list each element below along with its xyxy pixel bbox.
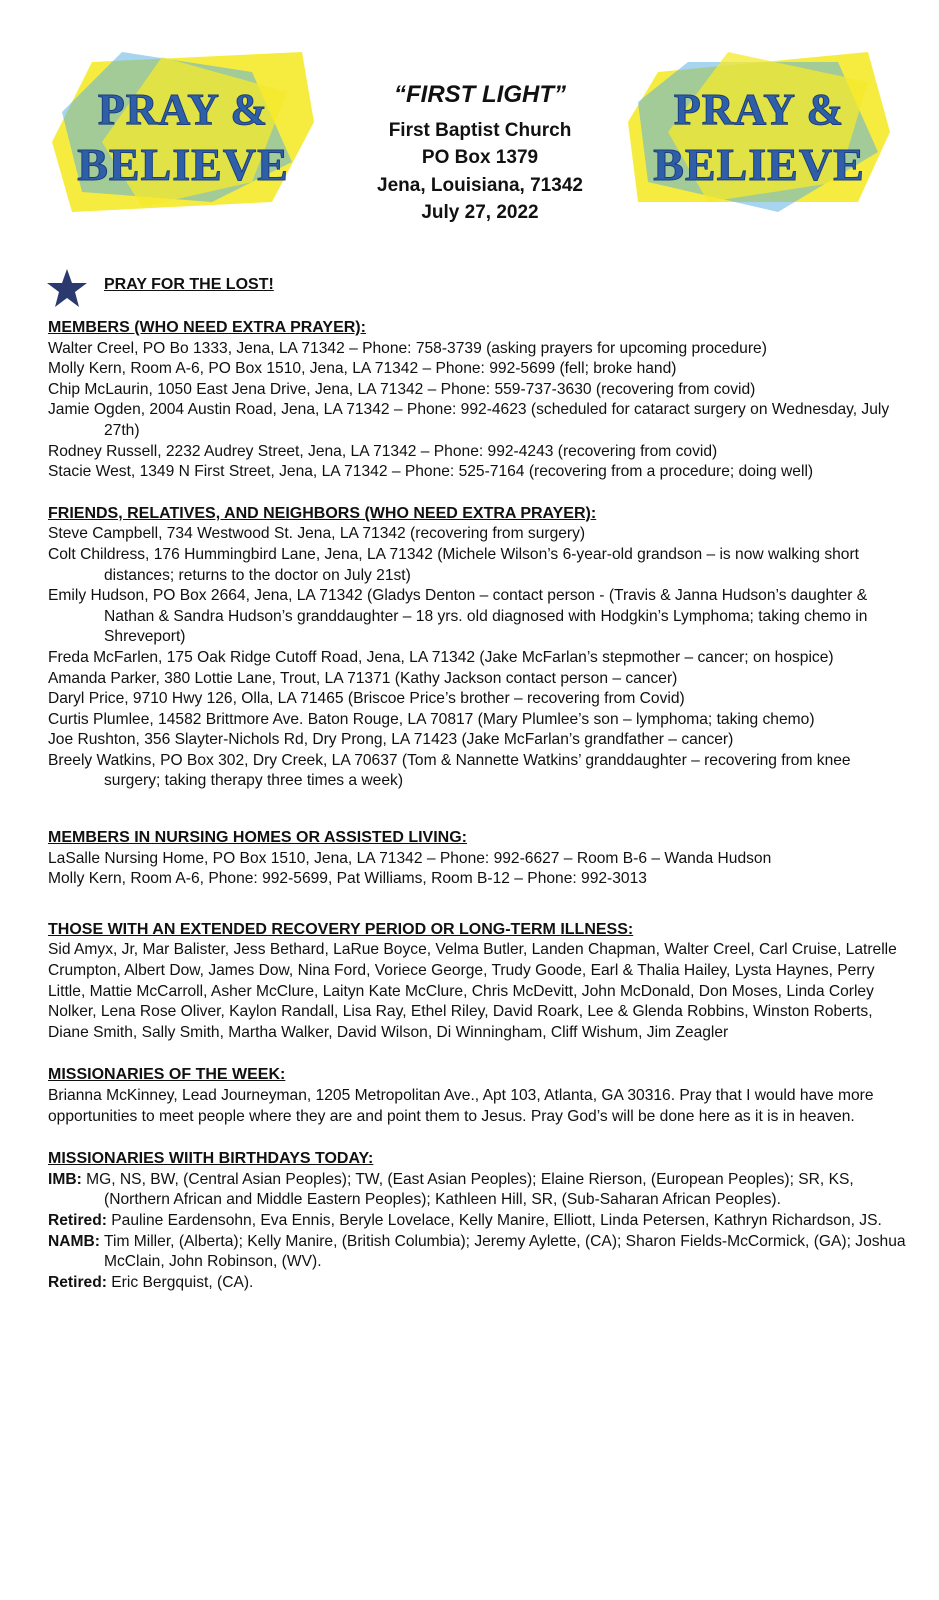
missionary-of-week: Brianna McKinney, Lead Journeyman, 1205 Metropolitan Ave., Apt 103, Atlanta, GA 30316. Pray that I would have more opportunities to meet people where they are and point them to Jesus. Pray God’s will be done here as it is in heaven. xyxy=(48,1087,874,1125)
birthday-row xyxy=(48,1273,908,1294)
long-term-names: Sid Amyx, Jr, Mar Balister, Jess Bethard, LaRue Boyce, Velma Butler, Landen Chapman, Walter Creel, Carl Cruise, Latrelle Crumpton, Albert Dow, James Dow, Nina Ford, Voriece George, Trudy Goode, Earl & Thalia Hailey, Lysta Haynes, Perry Little, Mattie McCarroll, Asher McClure, Laityn Kate McClure, Chris McDevitt, John McDonald, Don Moses, Linda Corley Nolker, Lena Rose Oliver, Kaylon Randall, Lisa Ray, Ethel Riley, David Roark, Lee & Glenda Robbins, Winston Roberts, Diane Smith, Sally Smith, Martha Walker, David Wilson, Di Winningham, Cliff Wishum, Jim Zeagler xyxy=(48,941,897,1041)
long-term-section-title: THOSE WITH AN EXTENDED RECOVERY PERIOD OR LONG-TERM ILLNESS: xyxy=(48,920,634,938)
friend-entry: Curtis Plumlee, 14582 Brittmore Ave. Baton Rouge, LA 70817 (Mary Plumlee’s son – lymphoma; taking chemo) xyxy=(48,710,815,728)
church-po-box: PO Box 1379 xyxy=(421,147,539,169)
friend-entry: Emily Hudson, PO Box 2664, Jena, LA 71342 (Gladys Denton – contact person - (Travis & Janna Hudson’s daughter & Nathan & Sandra Hudson’s granddaughter – 18 yrs. old diagnosed with Hodgkin’s Lymphoma; taking chemo in Shreveport) xyxy=(48,587,868,646)
birthday-row-text: Tim Miller, (Alberta); Kelly Manire, (British Columbia); Jeremy Aylette, (CA); Sharon Fields-McCormick, (GA); Joshua McClain, John Robinson, (WV). xyxy=(104,1232,906,1271)
nursing-entry: Molly Kern, Room A-6, Phone: 992-5699, Pat Williams, Room B-12 – Phone: 992-3013 xyxy=(48,870,647,888)
birthday-row xyxy=(48,1232,908,1273)
birthday-row-text: Eric Bergquist, (CA). xyxy=(111,1273,254,1291)
star-icon xyxy=(46,268,88,308)
member-entry: Rodney Russell, 2232 Audrey Street, Jena, LA 71342 – Phone: 992-4243 (recovering from covid) xyxy=(48,442,718,460)
friends-section-title: FRIENDS, RELATIVES, AND NEIGHBORS (WHO NEED EXTRA PRAYER): xyxy=(48,504,597,522)
newsletter-date: July 27, 2022 xyxy=(421,202,539,224)
birthday-row-label: Retired: xyxy=(48,1273,107,1291)
birthday-row xyxy=(48,1170,908,1211)
friend-entry: Colt Childress, 176 Hummingbird Lane, Jena, LA 71342 (Michele Wilson’s 6-year-old grandson – is now walking short distances; returns to the doctor on July 21st) xyxy=(48,545,859,584)
logo-line2: BELIEVE xyxy=(653,139,865,190)
member-entry: Jamie Ogden, 2004 Austin Road, Jena, LA 71342 – Phone: 992-4623 (scheduled for cataract surgery on Wednesday, July 27th) xyxy=(48,401,890,439)
friend-entry: Breely Watkins, PO Box 302, Dry Creek, LA 70637 (Tom & Nannette Watkins’ granddaughter – recovering from knee surgery; taking therapy three times a week) xyxy=(48,751,851,790)
birthday-row xyxy=(48,1211,908,1232)
pray-for-the-lost: PRAY FOR THE LOST! xyxy=(104,276,274,293)
friend-entry: Joe Rushton, 356 Slayter-Nichols Rd, Dry Prong, LA 71423 (Jake McFarlan’s grandfather – cancer) xyxy=(48,731,734,749)
church-city: Jena, Louisiana, 71342 xyxy=(377,174,583,196)
logo-line1: PRAY & xyxy=(97,85,269,134)
pray-believe-logo-right xyxy=(628,52,890,212)
prayer-list xyxy=(48,318,908,1293)
member-entry: Walter Creel, PO Bo 1333, Jena, LA 71342 – Phone: 758-3739 (asking prayers for upcoming procedure) xyxy=(48,339,767,357)
nursing-entry: LaSalle Nursing Home, PO Box 1510, Jena, LA 71342 – Phone: 992-6627 – Room B-6 – Wanda Hudson xyxy=(48,849,772,867)
member-entry: Stacie West, 1349 N First Street, Jena, LA 71342 – Phone: 525-7164 (recovering from a procedure; doing well) xyxy=(48,463,814,481)
members-section-title: MEMBERS (WHO NEED EXTRA PRAYER): xyxy=(48,319,366,336)
birthday-row-label: Retired: xyxy=(48,1211,107,1229)
nursing-section-title: MEMBERS IN NURSING HOMES OR ASSISTED LIVING: xyxy=(48,829,467,847)
member-entry: Chip McLaurin, 1050 East Jena Drive, Jena, LA 71342 – Phone: 559-737-3630 (recovering from covid) xyxy=(48,380,756,398)
friend-entry: Freda McFarlen, 175 Oak Ridge Cutoff Road, Jena, LA 71342 (Jake McFarlan’s stepmother – cancer; on hospice) xyxy=(48,648,834,666)
birthday-row-label: IMB: xyxy=(48,1170,82,1188)
logo-line1: PRAY & xyxy=(673,85,845,134)
newsletter-title: “FIRST LIGHT” xyxy=(394,81,566,108)
church-name: First Baptist Church xyxy=(388,119,572,141)
friend-entry: Steve Campbell, 734 Westwood St. Jena, LA 71342 (recovering from surgery) xyxy=(48,525,586,543)
birthdays-section-title: MISSIONARIES WIITH BIRTHDAYS TODAY: xyxy=(48,1150,374,1168)
newsletter-header xyxy=(330,78,630,227)
friend-entry: Amanda Parker, 380 Lottie Lane, Trout, LA 71371 (Kathy Jackson contact person – cancer) xyxy=(48,669,678,687)
missionaries-section-title: MISSIONARIES OF THE WEEK: xyxy=(48,1066,286,1084)
pray-believe-logo-left xyxy=(52,52,314,212)
member-entry: Molly Kern, Room A-6, PO Box 1510, Jena, LA 71342 – Phone: 992-5699 (fell; broke hand) xyxy=(48,360,677,378)
birthday-row-text: MG, NS, BW, (Central Asian Peoples); TW, (East Asian Peoples); Elaine Rierson, (European Peoples); SR, KS, (Northern African and Middle Eastern Peoples); Kathleen Hill, SR, (Sub-Saharan African Peoples). xyxy=(86,1170,854,1209)
birthday-row-text: Pauline Eardensohn, Eva Ennis, Beryle Lovelace, Kelly Manire, Elliott, Linda Petersen, Kathryn Richardson, JS. xyxy=(111,1211,882,1229)
logo-line2: BELIEVE xyxy=(77,139,289,190)
birthday-row-label: NAMB: xyxy=(48,1232,100,1250)
friend-entry: Daryl Price, 9710 Hwy 126, Olla, LA 71465 (Briscoe Price’s brother – recovering from Covid) xyxy=(48,690,685,708)
